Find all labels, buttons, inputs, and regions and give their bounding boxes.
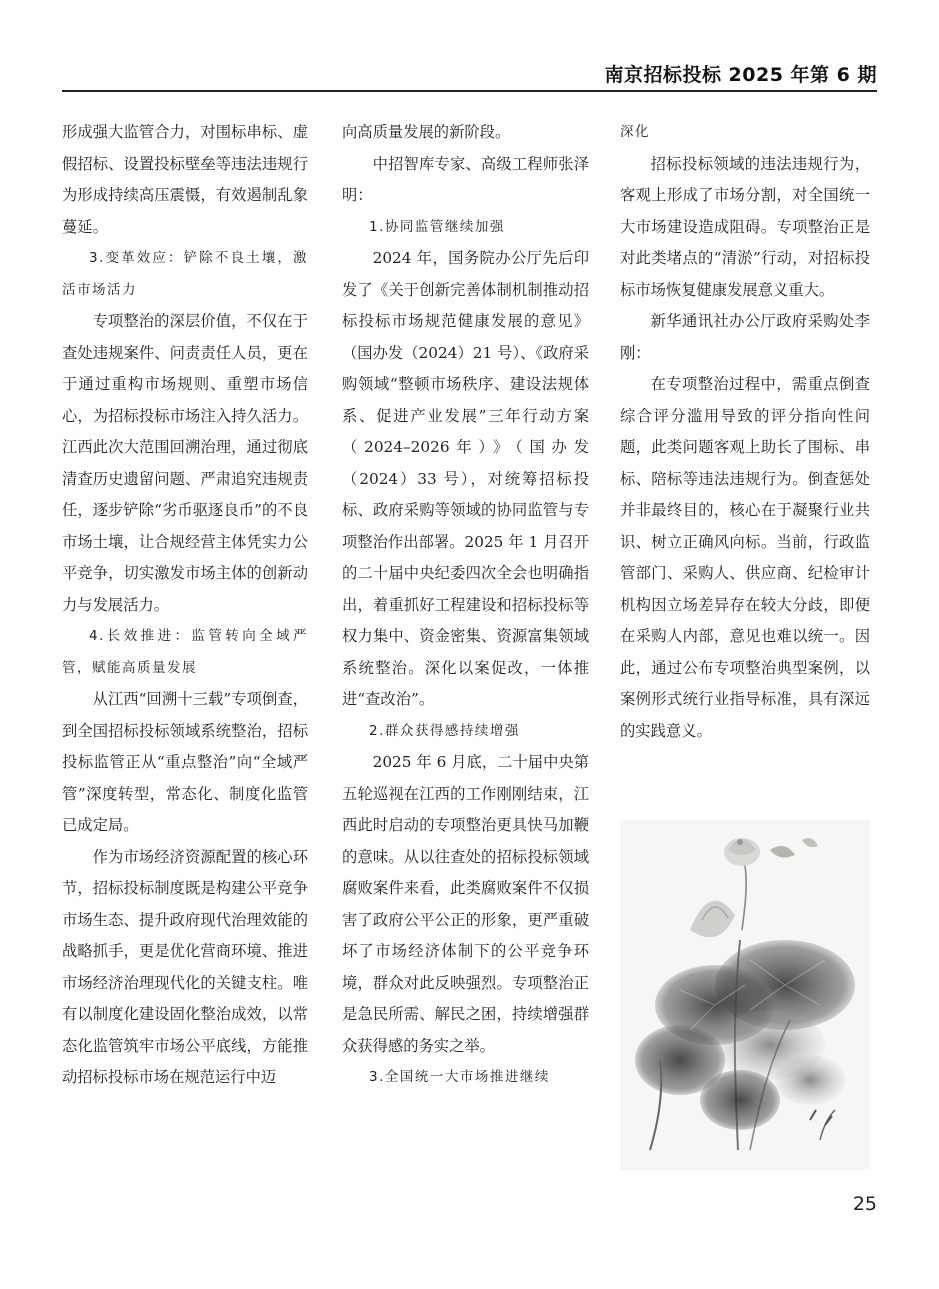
paragraph: 专项整治的深层价值，不仅在于查处违规案件、问责责任人员，更在于通过重构市场规则、重塑市场信心，为招标投标市场注入持久活力。江西此次大范围回溯治理，通过彻底清查历史遗留问题、严肃追究违规责任，逐步铲除“劣币驱逐良币”的不良市场土壤，让合规经营主体凭实力公平竞争，切实激发市场主体的创新动力与发展活力。: [62, 312, 308, 614]
lotus-ink-painting: [620, 820, 870, 1170]
text-column-1: [62, 117, 308, 1094]
text-column-3: [620, 117, 870, 747]
expert-intro: 新华通讯社办公厅政府采购处李刚：: [620, 312, 870, 362]
paragraph: 在专项整治过程中，需重点倒查综合评分滥用导致的评分指向性问题，此类问题客观上助长了围标、串标、陪标等违法违规行为。倒查惩处并非最终目的，核心在于凝聚行业共识、树立正确风向标。当前，行政监管部门、采购人、供应商、纪检审计机构因立场差异存在较大分歧，即便在采购人内部，意见也难以统一。因此，通过公布专项整治典型案例，以案例形式统行业指导标准，具有深远的实践意义。: [620, 375, 870, 740]
journal-header-title: 南京招标投标 2025 年第 6 期: [604, 64, 877, 86]
page-number: 25: [852, 1193, 877, 1215]
section-heading: 4.长效推进：监管转向全域严管，赋能高质量发展: [62, 628, 308, 676]
section-heading: 2.群众获得感持续增强: [369, 722, 520, 739]
section-heading: 1.协同监管继续加强: [369, 218, 505, 235]
paragraph: 作为市场经济资源配置的核心环节，招标投标制度既是构建公平竞争市场生态、提升政府现代治理效能的战略抓手，更是优化营商环境、推进市场经济治理现代化的关键支柱。唯有以制度化建设固化整治成效，以常态化监管筑牢市场公平底线，方能推动招标投标市场在规范运行中迈: [62, 847, 308, 1086]
text-column-2: [342, 117, 589, 1094]
paragraph: 形成强大监管合力，对围标串标、虚假招标、设置投标壁垒等违法违规行为形成持续高压震慑，有效遏制乱象蔓延。: [62, 123, 308, 236]
paragraph: 向高质量发展的新阶段。: [342, 123, 511, 141]
section-heading-continued: 深化: [620, 124, 650, 140]
paragraph: 招标投标领域的违法违规行为，客观上形成了市场分割，对全国统一大市场建设造成阻碍。专项整治正是对此类堵点的“清淤”行动，对招标投标市场恢复健康发展意义重大。: [620, 154, 870, 299]
section-heading: 3.变革效应：铲除不良土壤，激活市场活力: [62, 250, 308, 298]
paragraph: 2025 年 6 月底，二十届中央第五轮巡视在江西的工作刚刚结束，江西此时启动的专项整治更具快马加鞭的意味。从以往查处的招标投标领域腐败案件来看，此类腐败案件不仅损害了政府公平公正的形象，更严重破坏了市场经济体制下的公平竞争环境，群众对此反映强烈。专项整治正是急民所需、解民之困，持续增强群众获得感的务实之举。: [342, 753, 589, 1055]
section-heading: 3.全国统一大市场推进继续: [369, 1069, 550, 1085]
header-divider: [62, 90, 877, 92]
expert-intro: 中招智库专家、高级工程师张泽明：: [342, 154, 589, 204]
paragraph: 2024 年，国务院办公厅先后印发了《关于创新完善体制机制推动招标投标市场规范健康发展的意见》（国办发（2024）21 号）、《政府采购领域“整顿市场秩序、建设法规体系、促进产业发展”三年行动方案（2024–2026年）》（国办发（2024）33 号），对统筹招标投标、政府采购等领域的协同监管与专项整治作出部署。2025 年 1 月召开的二十届中央纪委四次全会也明确指出，着重抓好工程建设和招标投标等权力集中、资金密集、资源富集领域系统整治。深化以案促改，一体推进“查改治”。: [342, 249, 589, 708]
paragraph: 从江西“回溯十三载”专项倒查，到全国招标投标领域系统整治，招标投标监管正从“重点整治”向“全域严管”深度转型，常态化、制度化监管已成定局。: [62, 690, 308, 834]
